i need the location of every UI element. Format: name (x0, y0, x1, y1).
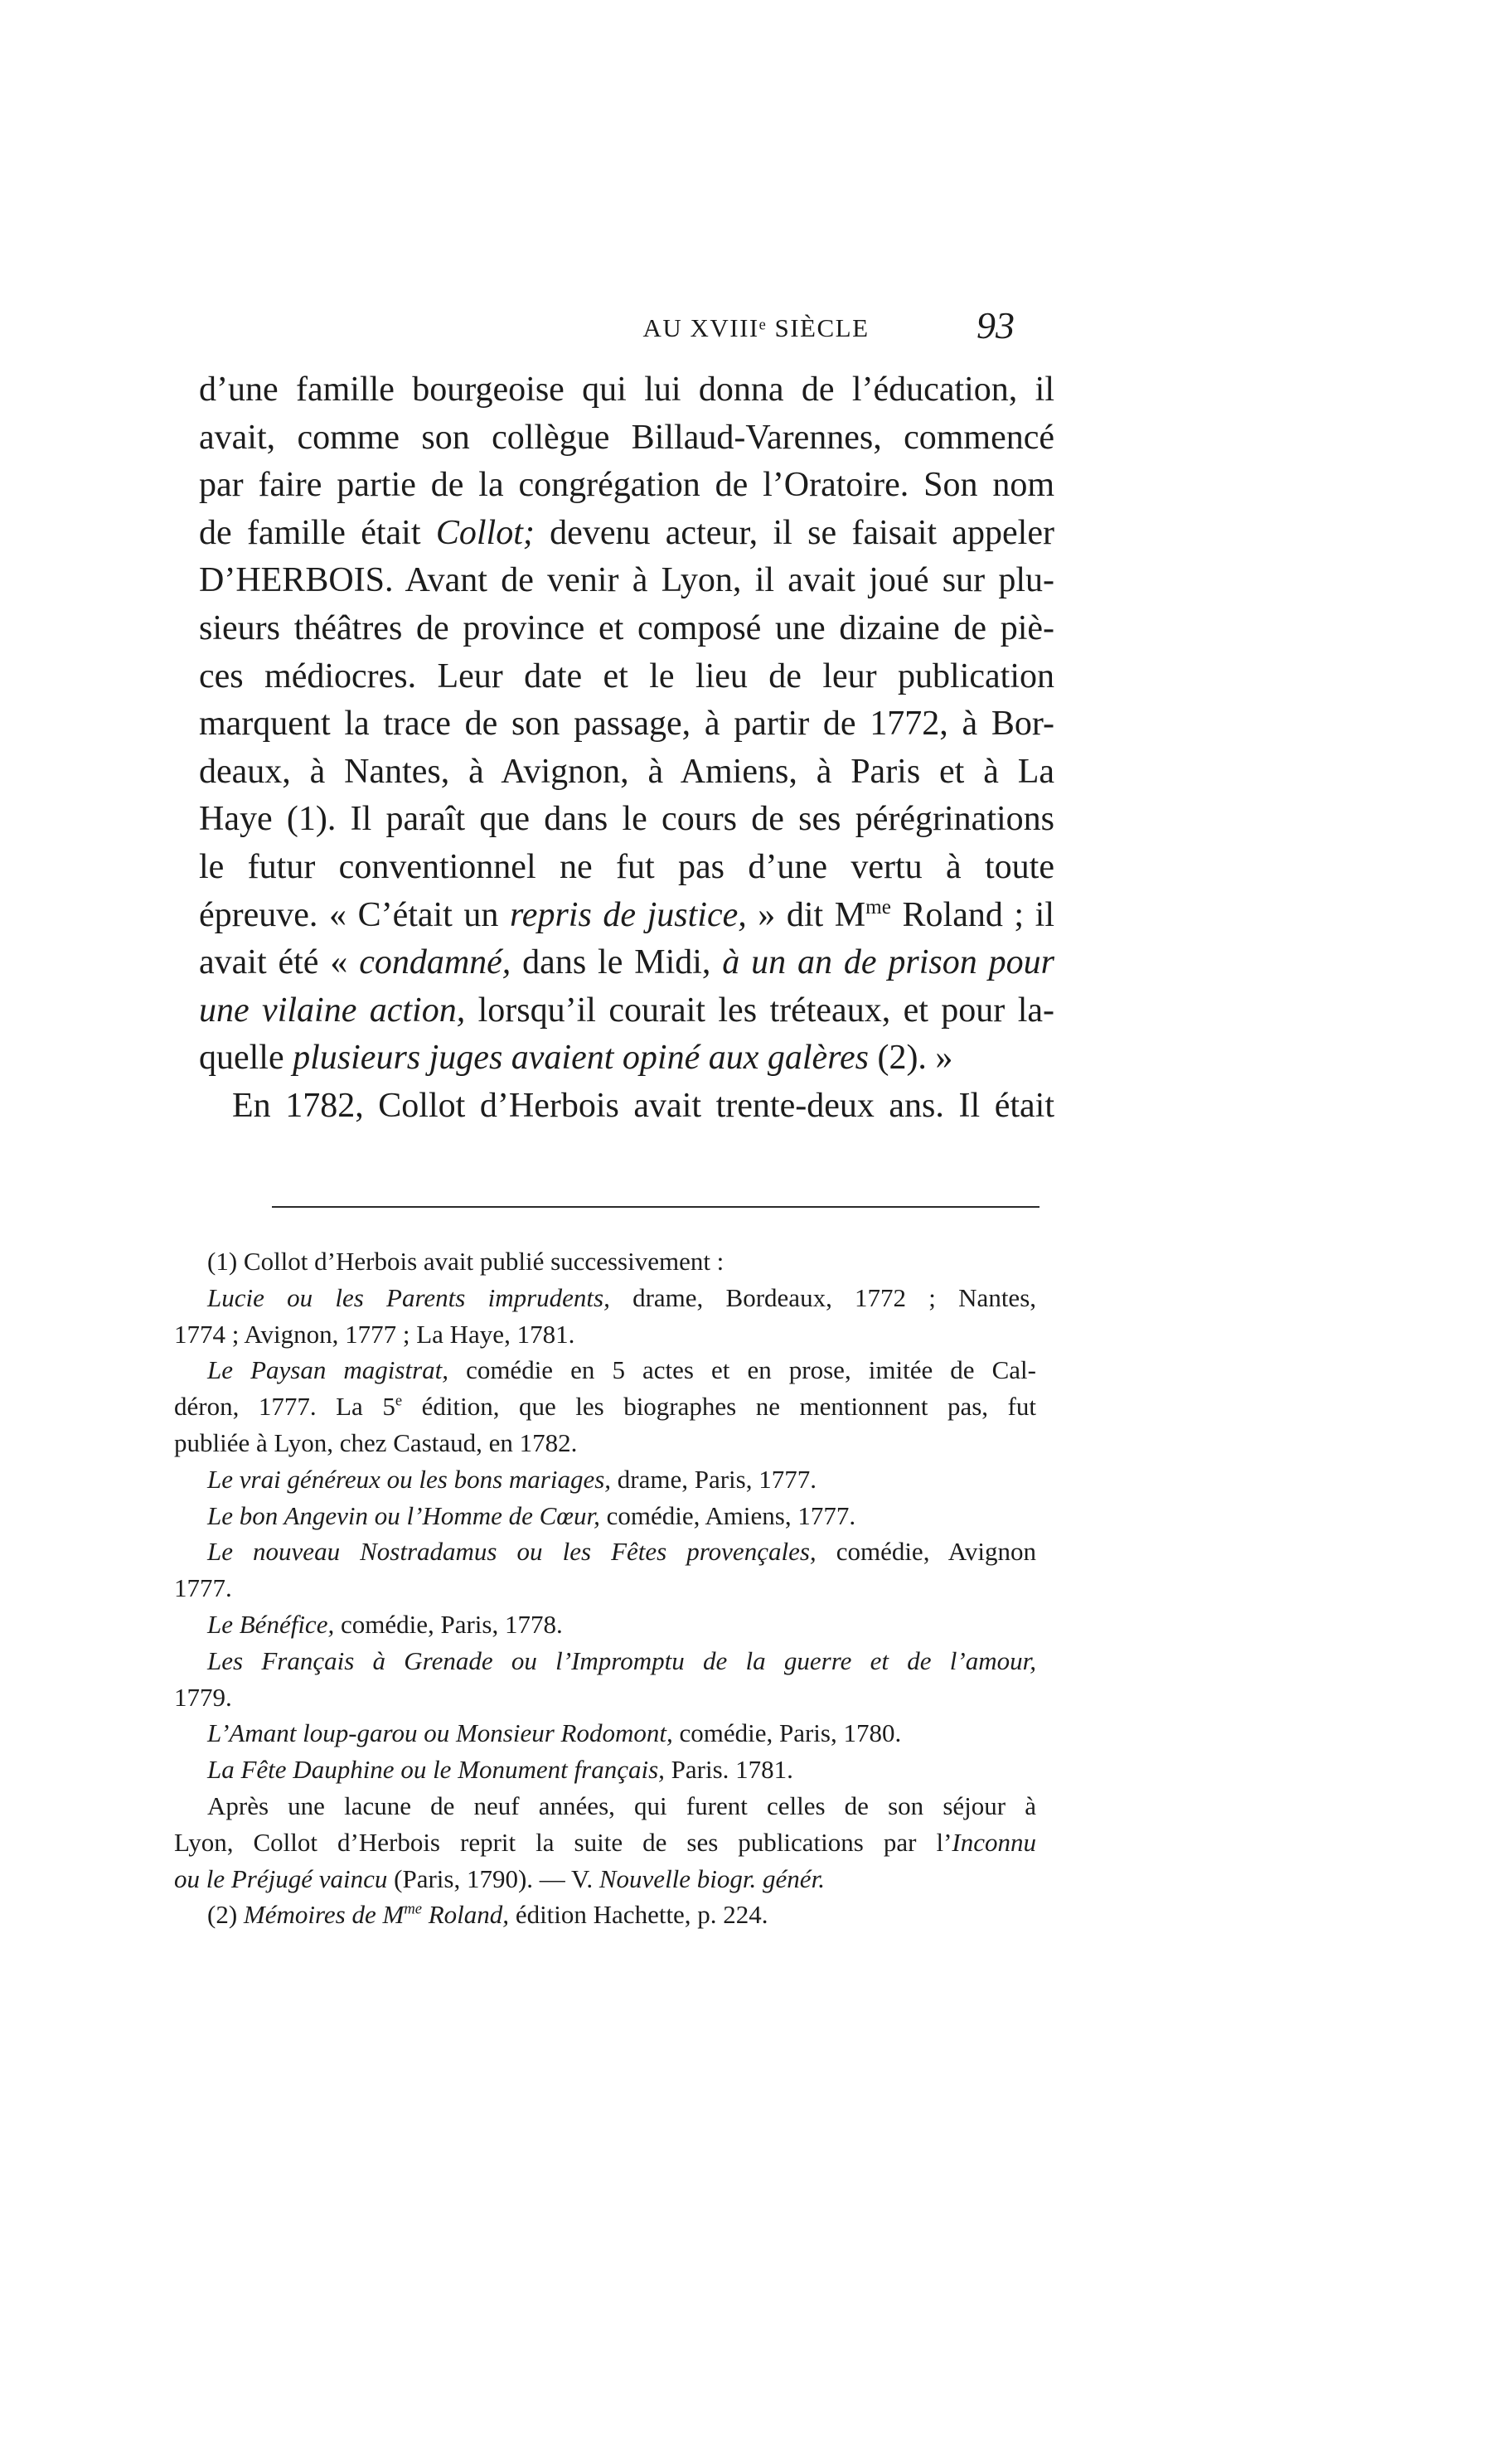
text-line (199, 749, 1054, 797)
text-segment: Collot; (435, 513, 535, 552)
footnote-line (174, 1643, 1036, 1679)
text-segment: Nouvelle biogr. génér. (598, 1863, 825, 1893)
text-segment: Paris. 1781. (664, 1755, 793, 1785)
text-segment: Haye (1). Il paraît que dans le cours de ses pérégrinations (199, 800, 1054, 839)
text-line (199, 1083, 1054, 1131)
text-segment: une vilaine action, (199, 991, 466, 1030)
text-line (199, 414, 1054, 463)
footnote-line (174, 1752, 1036, 1788)
page-header (0, 304, 1512, 358)
text-segment: (2) (207, 1900, 244, 1930)
text-segment: drame, Paris, 1777. (611, 1464, 817, 1494)
text-segment: 1774 ; Avignon, 1777 ; La Haye, 1781. (174, 1319, 575, 1349)
text-segment: Les Français à Grenade ou l’Impromptu de la guerre et de l’amour, (207, 1645, 1036, 1675)
text-segment: avait, comme son collègue Billaud-Varennes, commencé (199, 418, 1054, 457)
text-segment: Le nouveau Nostradamus ou les Fêtes provençales, (207, 1537, 817, 1567)
text-segment: épreuve. « C’était un (199, 895, 511, 934)
main-text (199, 366, 1054, 1131)
text-segment: avait été « (199, 943, 360, 982)
footnote-separator (272, 1206, 1040, 1208)
text-segment: » dit M (746, 895, 866, 934)
text-segment: plusieurs juges avaient opiné aux galères (293, 1039, 869, 1078)
text-line (199, 605, 1054, 653)
text-segment: à un an de prison pour (722, 943, 1054, 982)
text-line (199, 939, 1054, 987)
text-segment: ou le Préjugé vaincu (174, 1863, 388, 1893)
footnote-line (174, 1461, 1036, 1498)
text-line (199, 462, 1054, 510)
footnote-line (174, 1606, 1036, 1643)
text-segment: Le vrai généreux ou les bons mariages, (207, 1464, 612, 1494)
text-line (199, 653, 1054, 701)
text-segment: me (404, 1901, 422, 1919)
footnote-line (174, 1498, 1036, 1534)
footnote-line (174, 1679, 1036, 1716)
text-segment: deaux, à Nantes, à Avignon, à Amiens, à Paris et à La (199, 752, 1054, 791)
text-segment: Le Paysan magistrat, (207, 1355, 448, 1385)
text-segment: lorsqu’il courait les tréteaux, et pour la- (465, 991, 1054, 1030)
text-segment: 1779. (174, 1682, 232, 1712)
text-segment: condamné, (359, 943, 511, 982)
text-segment: drame, Bordeaux, 1772 ; Nantes, (609, 1282, 1037, 1312)
footnote-line (174, 1570, 1036, 1606)
text-segment: L’Amant loup-garou ou Monsieur Rodomont, (207, 1718, 673, 1748)
text-segment: comédie, Avignon (816, 1537, 1036, 1567)
text-segment: comédie, Paris, 1778. (334, 1609, 563, 1639)
text-segment: Roland ; il (890, 895, 1054, 934)
text-segment: d’une famille bourgeoise qui lui donna de l’éducation, il (199, 371, 1054, 409)
text-segment: déron, 1777. La 5 (174, 1392, 395, 1422)
text-segment: édition Hachette, p. 224. (509, 1900, 768, 1930)
footnote-line (174, 1425, 1036, 1461)
text-segment: me (865, 895, 891, 918)
footnote-line (174, 1352, 1036, 1388)
footnote-line (174, 1280, 1036, 1316)
text-line (199, 700, 1054, 749)
text-segment: Lucie ou les Parents imprudents, (207, 1282, 610, 1312)
text-line (199, 892, 1054, 940)
text-segment: dans le Midi, (511, 943, 723, 982)
text-segment: (1) Collot d’Herbois avait publié successivement : (207, 1247, 724, 1276)
footnote-line (174, 1861, 1036, 1897)
text-line (199, 987, 1054, 1035)
footnote-line (174, 1388, 1036, 1425)
text-line (199, 366, 1054, 414)
footnote-line (174, 1715, 1036, 1752)
text-line (199, 796, 1054, 844)
text-segment: marquent la trace de son passage, à partir de 1772, à Bor- (199, 705, 1054, 744)
text-segment: ces médiocres. Leur date et le lieu de leur publication (199, 657, 1054, 695)
text-segment: édition, que les biographes ne mentionnent pas, fut (402, 1392, 1036, 1422)
text-segment: Inconnu (952, 1827, 1036, 1857)
text-line (199, 510, 1054, 558)
text-segment: quelle (199, 1039, 293, 1078)
text-segment: (Paris, 1790). — V. (387, 1863, 599, 1893)
footnote-line (174, 1897, 1036, 1933)
text-segment: sieurs théâtres de province et composé une dizaine de piè- (199, 608, 1054, 647)
text-line (199, 1035, 1054, 1083)
text-line (199, 844, 1054, 892)
text-segment: En 1782, Collot d’Herbois avait trente-deux ans. Il était (232, 1086, 1054, 1125)
text-segment: Roland, (422, 1900, 510, 1930)
footnote-line (174, 1788, 1036, 1824)
text-segment: 1777. (174, 1573, 232, 1603)
text-segment: de famille était (199, 513, 436, 552)
text-segment: Lyon, Collot d’Herbois reprit la suite de ses publications par l’ (174, 1827, 952, 1857)
text-segment: devenu acteur, il se faisait appeler (534, 513, 1054, 552)
text-segment: Après une lacune de neuf années, qui furent celles de son séjour à (207, 1790, 1036, 1820)
text-segment: Mémoires de M (243, 1900, 405, 1930)
text-segment: repris de justice, (510, 895, 747, 934)
page-number: 93 (976, 304, 1015, 346)
text-segment: Le Bénéfice, (207, 1609, 335, 1639)
text-segment: La Fête Dauphine ou le Monument français, (207, 1755, 665, 1785)
text-segment: (2). » (868, 1039, 953, 1078)
footnote-line (174, 1243, 1036, 1280)
running-title: AU XVIIIᵉ SIÈCLE (642, 313, 870, 342)
text-segment: comédie, Amiens, 1777. (599, 1500, 856, 1530)
text-segment: D’HERBOIS. Avant de venir à Lyon, il avait joué sur plu- (199, 561, 1054, 600)
text-segment: comédie en 5 actes et en prose, imitée de Cal- (448, 1355, 1036, 1385)
text-segment: Le bon Angevin ou l’Homme de Cœur, (207, 1500, 600, 1530)
text-segment: publiée à Lyon, chez Castaud, en 1782. (174, 1427, 578, 1457)
footnote-line (174, 1316, 1036, 1353)
text-segment: par faire partie de la congrégation de l’Oratoire. Son nom (199, 466, 1054, 505)
text-segment: le futur conventionnel ne fut pas d’une vertu à toute (199, 847, 1054, 886)
footnotes (174, 1243, 1036, 1933)
text-segment: e (395, 1392, 403, 1410)
footnote-line (174, 1534, 1036, 1570)
footnote-line (174, 1824, 1036, 1861)
text-segment: comédie, Paris, 1780. (672, 1718, 902, 1748)
text-line (199, 557, 1054, 605)
